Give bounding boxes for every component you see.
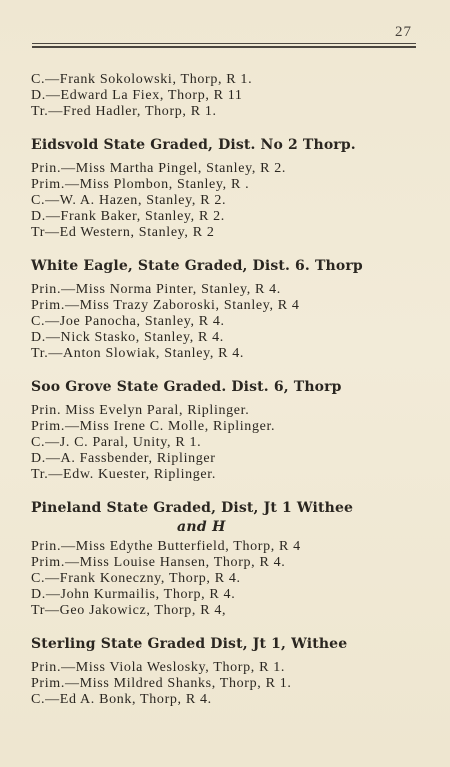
directory-content	[31, 72, 423, 708]
officer-line: C.—Ed A. Bonk, Thorp, R 4.	[31, 692, 212, 707]
officer-line: D.—John Kurmailis, Thorp, R 4.	[31, 587, 236, 602]
page-number: 27	[395, 24, 412, 40]
officer-line: C.—Joe Panocha, Stanley, R 4.	[31, 314, 225, 329]
officer-line: Prin.—Miss Edythe Butterfield, Thorp, R 4	[31, 539, 301, 554]
school-heading-main: Pineland State Graded, Dist, Jt 1 Withee	[31, 500, 354, 516]
officer-line: D.—Frank Baker, Stanley, R 2.	[31, 209, 225, 224]
header-rule-thin	[32, 43, 416, 44]
school-heading-continuation: and H	[177, 519, 226, 535]
school-heading	[31, 499, 423, 536]
school-block-pineland	[31, 499, 423, 619]
school-block-soo-grove	[31, 378, 423, 483]
officer-line: Prim.—Miss Louise Hansen, Thorp, R 4.	[31, 555, 286, 570]
header-rule-thick	[32, 46, 416, 48]
officer-line: Tr—Ed Western, Stanley, R 2	[31, 225, 215, 240]
officer-line: D.—Nick Stasko, Stanley, R 4.	[31, 330, 224, 345]
school-block-white-eagle	[31, 257, 423, 362]
officer-line: Prim.—Miss Trazy Zaboroski, Stanley, R 4	[31, 298, 300, 313]
officer-line: Prin.—Miss Norma Pinter, Stanley, R 4.	[31, 282, 281, 297]
officer-line: D.—A. Fassbender, Riplinger	[31, 451, 216, 466]
officer-line: C.—J. C. Paral, Unity, R 1.	[31, 435, 202, 450]
officers-block-continued	[31, 72, 423, 120]
officer-line: Prim.—Miss Mildred Shanks, Thorp, R 1.	[31, 676, 292, 691]
school-heading: Soo Grove State Graded. Dist. 6, Thorp	[31, 379, 342, 395]
officer-line: D.—Edward La Fiex, Thorp, R 11	[31, 88, 243, 103]
officer-line: C.—Frank Koneczny, Thorp, R 4.	[31, 571, 241, 586]
officer-line: Prin. Miss Evelyn Paral, Riplinger.	[31, 403, 250, 418]
officer-line: C.—W. A. Hazen, Stanley, R 2.	[31, 193, 227, 208]
officer-line: Tr—Geo Jakowicz, Thorp, R 4,	[31, 603, 227, 618]
officer-line: Tr.—Anton Slowiak, Stanley, R 4.	[31, 346, 245, 361]
school-heading: White Eagle, State Graded, Dist. 6. Thorp	[31, 258, 363, 274]
officer-line: Prin.—Miss Viola Weslosky, Thorp, R 1.	[31, 660, 286, 675]
officer-line: Tr.—Fred Hadler, Thorp, R 1.	[31, 104, 217, 119]
officer-line: Tr.—Edw. Kuester, Riplinger.	[31, 467, 216, 482]
officer-line: Prim.—Miss Plombon, Stanley, R .	[31, 177, 250, 192]
officer-line: Prin.—Miss Martha Pingel, Stanley, R 2.	[31, 161, 287, 176]
school-heading: Sterling State Graded Dist, Jt 1, Withee	[31, 636, 348, 652]
school-heading: Eidsvold State Graded, Dist. No 2 Thorp.	[31, 137, 356, 153]
school-block-sterling	[31, 635, 423, 708]
officer-line: C.—Frank Sokolowski, Thorp, R 1.	[31, 72, 253, 87]
school-block-eidsvold	[31, 136, 423, 241]
officer-line: Prim.—Miss Irene C. Molle, Riplinger.	[31, 419, 276, 434]
